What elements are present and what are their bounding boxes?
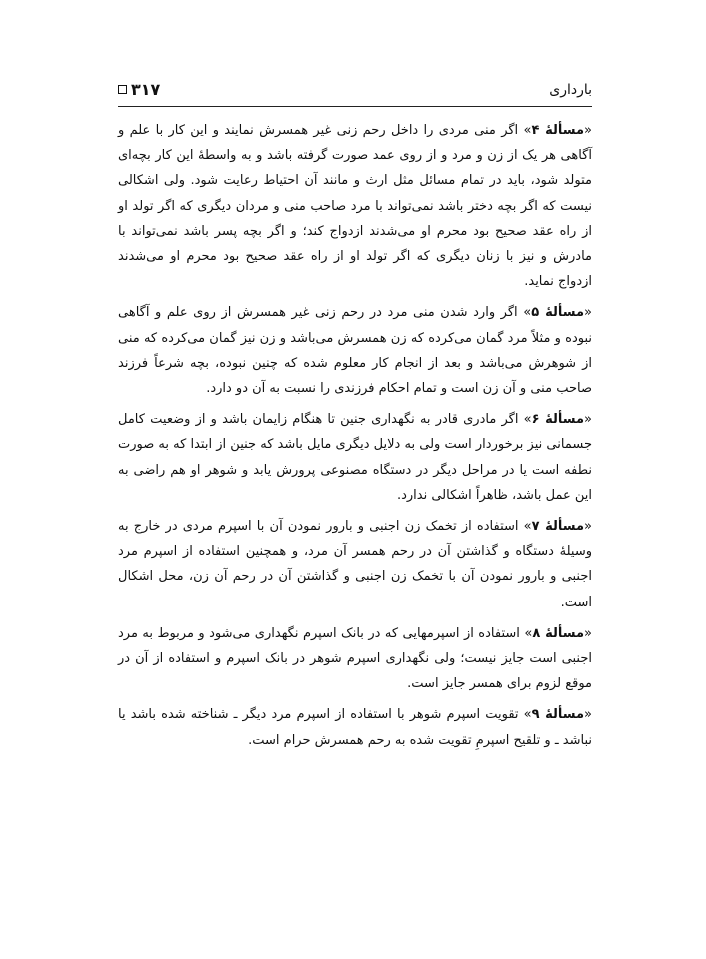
- page-number: ۳۱۷: [131, 80, 161, 99]
- masale-paragraph-4: [118, 118, 592, 294]
- open-bracket: «: [584, 305, 593, 321]
- masale-paragraph-5: [118, 300, 592, 401]
- page-header: [118, 80, 592, 104]
- masale-paragraph-8: [118, 621, 592, 697]
- masale-paragraph-7: [118, 514, 592, 615]
- page-body: [118, 118, 592, 759]
- open-bracket: «: [584, 519, 592, 535]
- close-bracket: »: [523, 123, 532, 138]
- close-bracket: »: [524, 625, 533, 641]
- chapter-title: بارداری: [549, 82, 592, 98]
- masale-text: استفاده از اسپرمهایی که در بانک اسپرم نگهداری می‌شود و مربوط به مرد اجنبی است جایز نیست؛ ولی نگهداری اسپرم شوهر در بانک اسپرم و استفاده از آن در موقع لزوم برای همسر جایز است.: [118, 625, 592, 692]
- masale-label: مسألهٔ ۴: [531, 123, 585, 138]
- masale-label: مسألهٔ ۶: [531, 412, 585, 428]
- close-bracket: »: [523, 412, 532, 428]
- masale-label: مسألهٔ ۷: [531, 519, 585, 535]
- close-bracket: »: [523, 519, 532, 535]
- masale-text: اگر مادری قادر به نگهداری جنین تا هنگام زایمان باشد و از وضعیت کامل جسمانی نیز برخوردار است ولی به دلایل دیگری مایل باشد که جنین از ابتدا که به صورت نطفه است یا در مراحل دیگر در دستگاه مصنوعی پرورش یابد و شوهر او هم راضی به این عمل باشد، ظاهراً اشکالی ندارد.: [118, 412, 592, 503]
- masale-text: استفاده از تخمک زن اجنبی و بارور نمودن آن با اسپرم مردی در خارج به وسیلهٔ دستگاه و گذاشتن آن در رحم همسر آن مرد، و همچنین استفاده از اسپرم مرد اجنبی و بارور نمودن آن با تخمک زن اجنبی و گذاشتن آن در رحم آن زن، محل اشکال است.: [118, 519, 592, 610]
- page-number-block: [118, 80, 160, 99]
- masale-paragraph-6: [118, 407, 592, 508]
- masale-text: اگر منی مردی را داخل رحم زنی غیر همسرش نمایند و این کار با علم و آگاهی هر یک از زن و مرد و از روی عمد صورت گرفته باشد و به واسطهٔ این کار بچه‌ای متولد شود، باید در تمام مسائل مثل ارث و مانند آن احتیاط رعایت شود. ولی اشکالی نیست که اگر بچه دختر باشد نمی‌تواند با مرد صاحب منی و مردان دیگری که اگر تولد او از راه عقد صحیح بود محرم او می‌شدند ازدواج کند؛ و اگر بچه پسر باشد نمی‌تواند با مادرش و نیز با زنان دیگری که اگر تولد او از راه عقد صحیح بود محرم او می‌شدند ازدواج نماید.: [118, 123, 592, 290]
- open-bracket: «: [584, 412, 592, 428]
- masale-label: مسألهٔ ۸: [532, 625, 585, 641]
- masale-text: تقویت اسپرم شوهر با استفاده از اسپرم مرد دیگر ـ شناخته شده باشد یا نباشد ـ و تلقیح اسپرمِ تقویت شده به رحم همسرش حرام است.: [118, 707, 592, 748]
- masale-label: مسألهٔ ۹: [531, 707, 585, 723]
- page-box-icon: [118, 85, 127, 94]
- close-bracket: »: [523, 305, 532, 321]
- open-bracket: «: [584, 707, 592, 723]
- masale-paragraph-9: [118, 702, 592, 752]
- open-bracket: «: [584, 625, 593, 641]
- masale-text: اگر وارد شدن منی مرد در رحم زنی غیر همسرش از روی علم و آگاهی نبوده و مثلاً مرد گمان می‌کرده که زن همسرش می‌باشد و زن نیز گمان می‌کرده که منی از شوهرش می‌باشد و بعد از انجام کار معلوم شده که چنین نبوده، بچه شرعاً فرزند صاحب منی و آن زن است و تمام احکام فرزندی را نسبت به آن دو دارد.: [118, 305, 592, 397]
- open-bracket: «: [584, 123, 593, 138]
- close-bracket: »: [523, 707, 532, 723]
- header-divider: [118, 106, 592, 107]
- masale-label: مسألهٔ ۵: [531, 305, 585, 321]
